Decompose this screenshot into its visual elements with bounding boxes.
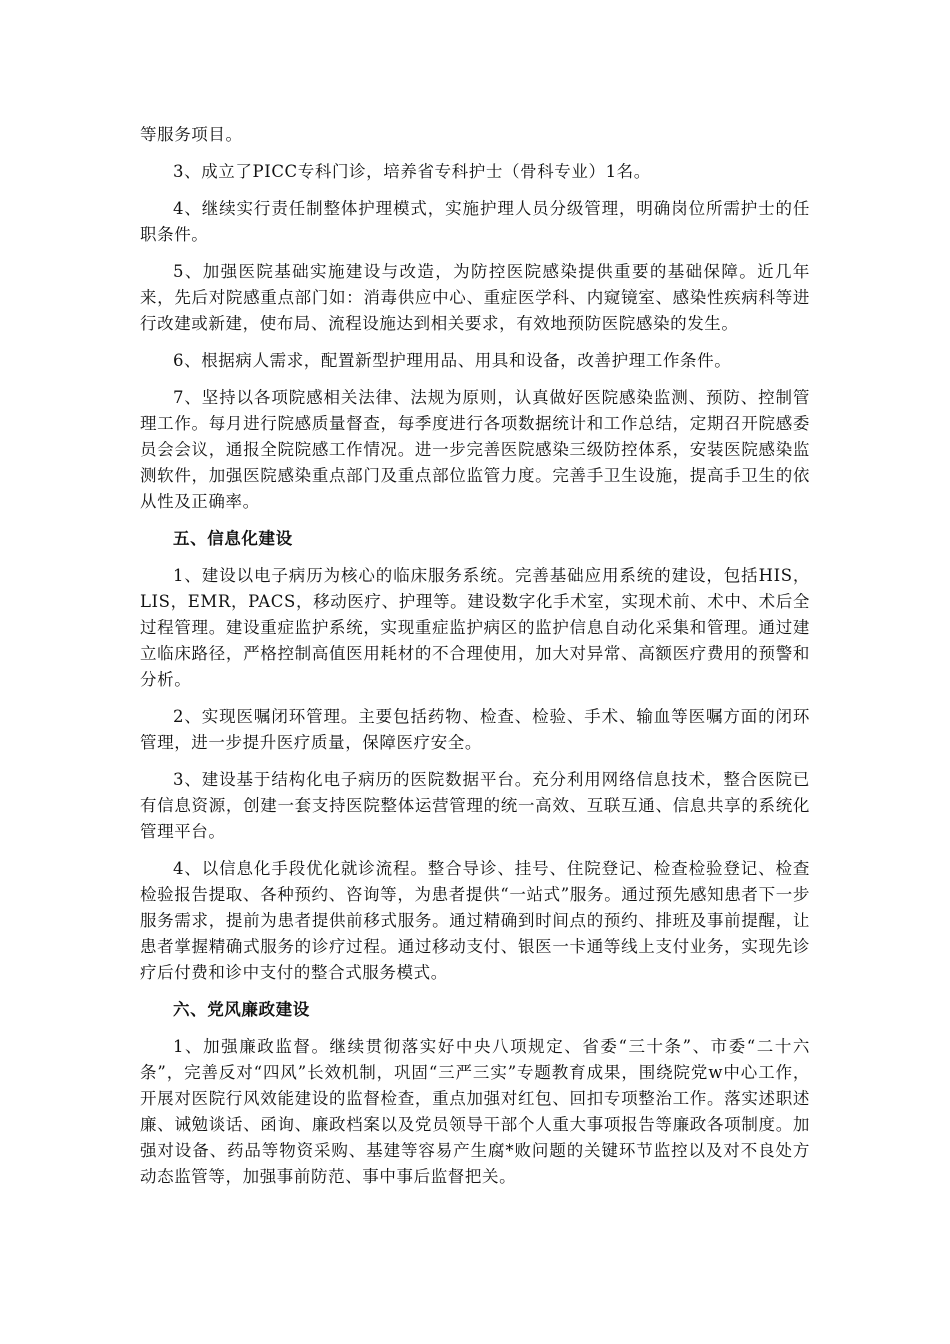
paragraph-info-3: 3、建设基于结构化电子病历的医院数据平台。充分利用网络信息技术，整合医院已有信息资源，创建一套支持医院整体运营管理的统一高效、互联互通、信息共享的系统化管理平台。 [140, 770, 810, 841]
paragraph-item-4: 4、继续实行责任制整体护理模式，实施护理人员分级管理，明确岗位所需护士的任职条件。 [140, 199, 810, 244]
paragraph-integrity-1: 1、加强廉政监督。继续贯彻落实好中央八项规定、省委“三十条”、市委“二十六条”，完善反对“四风”长效机制，巩固“三严三实”专题教育成果，围绕院党w中心工作，开展对医院行风效能建设的监督检查，重点加强对红包、回扣专项整治工作。落实述职述廉、诫勉谈话、函询、廉政档案以及党员领导干部个人重大事项报告等廉政各项制度。加强对设备、药品等物资采购、基建等容易产生腐*败问题的关键环节监控以及对不良处方动态监管等，加强事前防范、事中事后监督把关。 [140, 1037, 810, 1186]
paragraph-info-2: 2、实现医嘱闭环管理。主要包括药物、检查、检验、手术、输血等医嘱方面的闭环管理，进一步提升医疗质量，保障医疗安全。 [140, 707, 810, 752]
section-heading-informatization: 五、信息化建设 [173, 529, 293, 548]
paragraph-item-5: 5、加强医院基础实施建设与改造，为防控医院感染提供重要的基础保障。近几年来，先后对院感重点部门如：消毒供应中心、重症医学科、内窥镜室、感染性疾病科等进行改建或新建，使布局、流程设施达到相关要求，有效地预防医院感染的发生。 [140, 262, 810, 333]
paragraph-info-4: 4、以信息化手段优化就诊流程。整合导诊、挂号、住院登记、检查检验登记、检查检验报告提取、各种预约、咨询等，为患者提供“一站式”服务。通过预先感知患者下一步服务需求，提前为患者提供前移式服务。通过精确到时间点的预约、排班及事前提醒，让患者掌握精确式服务的诊疗过程。通过移动支付、银医一卡通等线上支付业务，实现先诊疗后付费和诊中支付的整合式服务模式。 [140, 859, 810, 982]
section-heading-integrity: 六、党风廉政建设 [173, 1000, 310, 1019]
paragraph-item-7: 7、坚持以各项院感相关法律、法规为原则，认真做好医院感染监测、预防、控制管理工作。每月进行院感质量督查，每季度进行各项数据统计和工作总结，定期召开院感委员会会议，通报全院院感工作情况。进一步完善医院感染三级防控体系，安装医院感染监测软件，加强医院感染重点部门及重点部位监管力度。完善手卫生设施，提高手卫生的依从性及正确率。 [140, 388, 810, 511]
paragraph-item-3: 3、成立了PICC专科门诊，培养省专科护士（骨科专业）1名。 [173, 162, 651, 181]
paragraph-info-1: 1、建设以电子病历为核心的临床服务系统。完善基础应用系统的建设，包括HIS，LIS，EMR，PACS，移动医疗、护理等。建设数字化手术室，实现术前、术中、术后全过程管理。建设重症监护系统，实现重症监护病区的监护信息自动化采集和管理。通过建立临床路径，严格控制高值医用耗材的不合理使用，加大对异常、高额医疗费用的预警和分析。 [140, 566, 810, 689]
paragraph-item-6: 6、根据病人需求，配置新型护理用品、用具和设备，改善护理工作条件。 [173, 351, 732, 370]
paragraph-continuation: 等服务项目。 [140, 125, 243, 144]
